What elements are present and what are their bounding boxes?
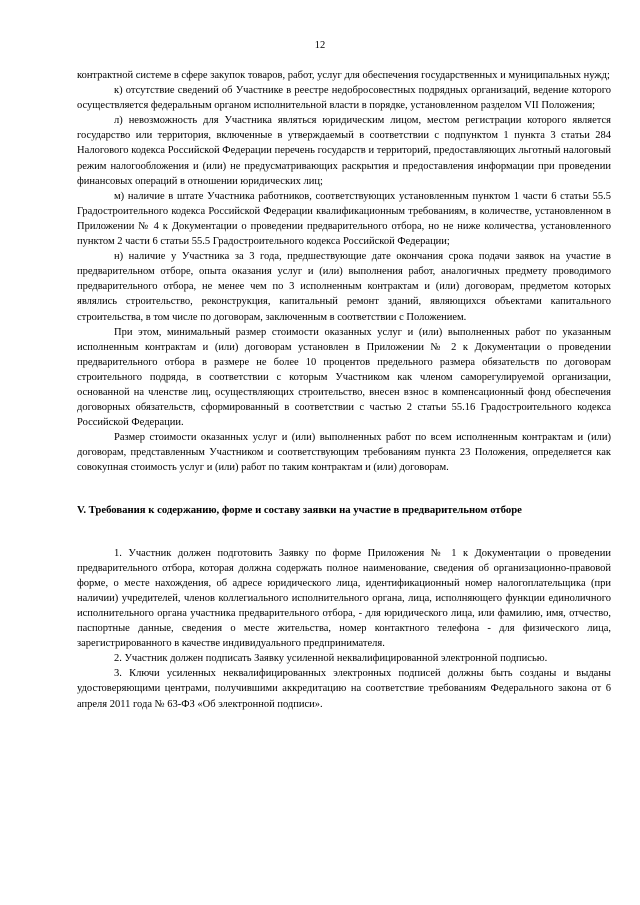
paragraph-continuation: контрактной системе в сфере закупок товаров, работ, услуг для обеспечения государственных и муниципальных нужд; xyxy=(77,70,610,81)
paragraph-item-l: л) невозможность для Участника являться юридическим лицом, местом регистрации которого является государство или территория, включенные в утверждаемый в соответствии с подпунктом 1 пункта 3 статьи 284 Налогового кодекса Российской Федерации перечень государств и территорий, предоставляющих льготный налоговый режим налогообложения и (или) не предусматривающих раскрытия и предоставления информации при проведении финансовых операций в отношении юридических лиц; xyxy=(77,115,611,187)
paragraph-clause-2: 2. Участник должен подписать Заявку усиленной неквалифицированной электронной подписью. xyxy=(114,653,548,665)
paragraph-min-cost: При этом, минимальный размер стоимости оказанных услуг и (или) выполненных работ по указанным исполненным контрактам и (или) договорам установлен в Приложении № 2 к Документации о проведении предварительного отбора в размере не более 10 процентов предельного размера обязательств по договорам строительного подряда, в соответствии с которым Участником как членом саморегулируемой организации, основанной на членстве лиц, осуществляющих строительство, внесен взнос в компенсационный фонд обеспечения договорных обязательств, сформированный в соответствии с частью 2 статьи 55.16 Градостроительного кодекса Российской Федерации. xyxy=(77,326,611,429)
document-body xyxy=(77,68,611,712)
paragraph-item-n: н) наличие у Участника за 3 года, предшествующие дате окончания срока подачи заявок на участие в предварительном отборе, опыта оказания услуг и (или) выполнения работ, аналогичных предмету проводимого предварительного отбора, не менее чем по 3 исполненным контрактам и (или) договорам, предметом которых являлись строительство, реконструкция, капитальный ремонт зданий, являющихся объектами капитального строительства, в том числе по договорам, заключенным в соответствии с Положением. xyxy=(77,251,611,323)
page-number: 12 xyxy=(314,40,326,51)
paragraph-clause-3: 3. Ключи усиленных неквалифицированных электронных подписей должны быть созданы и выданы удостоверяющими центрами, получившими аккредитацию на соответствие требованиям Федерального закона от 6 апреля 2011 года № 63-ФЗ «Об электронной подписи». xyxy=(77,668,611,710)
paragraph-item-m: м) наличие в штате Участника работников, соответствующих установленным пунктом 1 части 6 статьи 55.5 Градостроительного кодекса Российской Федерации квалификационным требованиям, в количестве, установленном в Приложении № 4 к Документации о проведении предварительного отбора, но не ниже количества, установленного пунктом 2 части 6 статьи 55.5 Градостроительного кодекса Российской Федерации; xyxy=(77,190,611,248)
section-heading: V. Требования к содержанию, форме и составу заявки на участие в предварительном отборе xyxy=(77,503,522,516)
paragraph-total-cost: Размер стоимости оказанных услуг и (или) выполненных работ по всем исполненным контрактам и (или) договорам, представленным Участником и соответствующим требованиям пункта 23 Положения, определяется как совокупная стоимость услуг и (или) работ по таким контрактам и (или) договорам. xyxy=(77,432,611,474)
paragraph-clause-1: 1. Участник должен подготовить Заявку по форме Приложения № 1 к Документации о проведении предварительного отбора, которая должна содержать полное наименование, сведения об организационно-правовой форме, о месте нахождения, об адресе юридического лица, идентификационный номер налогоплательщика (при наличии) учредителей, членов коллегиального исполнительного органа, лица, исполняющего функции единоличного исполнительного органа участника предварительного отбора, - для юридического лица, или фамилию, имя, отчество, паспортные данные, сведения о месте жительства, номер контактного телефона - для физического лица, зарегистрированного в качестве индивидуального предпринимателя. xyxy=(77,547,611,650)
paragraph-item-k: к) отсутствие сведений об Участнике в реестре недобросовестных подрядных организаций, ведение которого осуществляется федеральным органом исполнительной власти в порядке, установленном разделом VII Положения; xyxy=(77,85,611,112)
